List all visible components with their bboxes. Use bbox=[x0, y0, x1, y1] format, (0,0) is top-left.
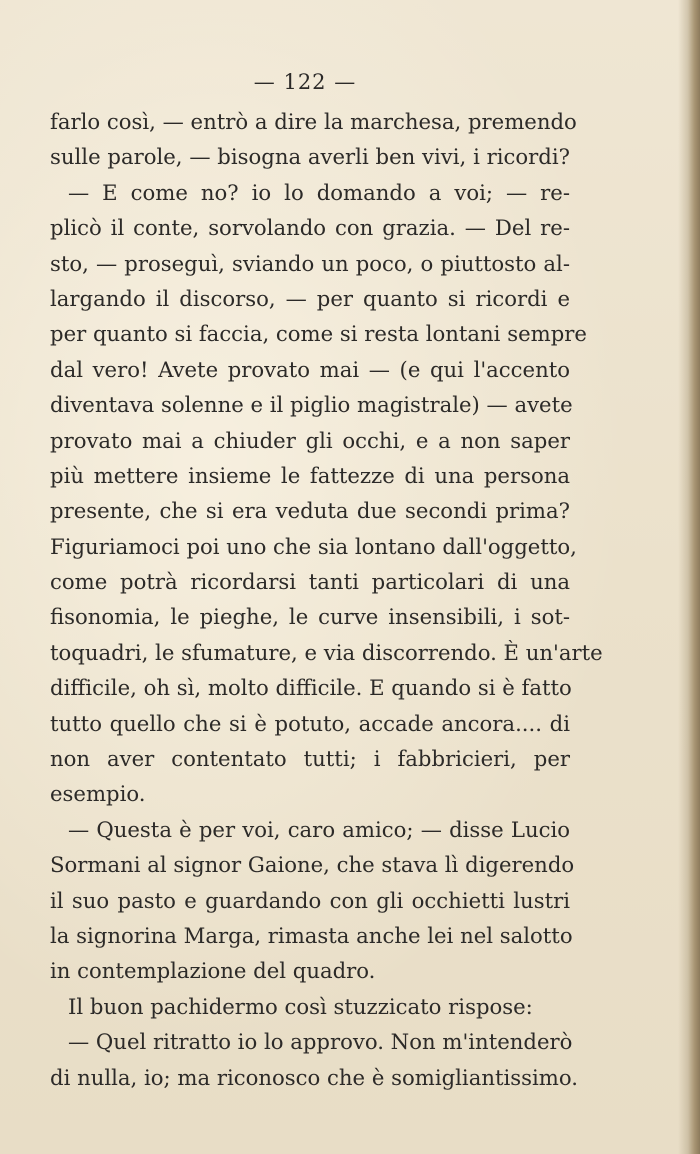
text-line: plicò il conte, sorvolando con grazia. — Del re- bbox=[50, 215, 570, 241]
text-line: diventava solenne e il piglio magistrale) — avete bbox=[50, 392, 573, 418]
text-line: esempio. bbox=[50, 781, 146, 807]
text-line: Il buon pachidermo così stuzzicato rispose: bbox=[68, 993, 533, 1019]
text-line: in contemplazione del quadro. bbox=[50, 958, 376, 984]
page-number: — 122 — bbox=[253, 70, 357, 94]
text-line: per quanto si faccia, come si resta lontani sempre bbox=[50, 321, 587, 347]
text-line: il suo pasto e guardando con gli occhietti lustri bbox=[50, 887, 570, 913]
text-line: provato mai a chiuder gli occhi, e a non saper bbox=[50, 427, 570, 453]
text-line: di nulla, io; ma riconosco che è somigliantissimo. bbox=[50, 1064, 579, 1090]
text-line: Figuriamoci poi uno che sia lontano dall'oggetto, bbox=[50, 533, 577, 559]
text-line: non aver contentato tutti; i fabbricieri, per bbox=[50, 746, 570, 772]
text-line: largando il discorso, — per quanto si ricordi e bbox=[50, 285, 570, 311]
text-line: tutto quello che si è potuto, accade ancora.... di bbox=[50, 710, 570, 736]
text-line: come potrà ricordarsi tanti particolari di una bbox=[50, 569, 570, 595]
page-edge-shadow bbox=[678, 0, 700, 1154]
text-line: dal vero! Avete provato mai — (e qui l'accento bbox=[50, 356, 570, 382]
body-text bbox=[50, 104, 603, 1095]
text-line: toquadri, le sfumature, e via discorrendo. È un'arte bbox=[50, 639, 603, 665]
text-line: Sormani al signor Gaione, che stava lì digerendo bbox=[50, 852, 575, 878]
text-line: presente, che si era veduta due secondi prima? bbox=[50, 498, 570, 524]
text-line: — E come no? io lo domando a voi; — re- bbox=[68, 179, 570, 205]
text-line: — Quel ritratto io lo approvo. Non m'intenderò bbox=[68, 1029, 573, 1055]
text-line: la signorina Marga, rimasta anche lei nel salotto bbox=[50, 922, 573, 948]
text-line: farlo così, — entrò a dire la marchesa, premendo bbox=[50, 109, 577, 134]
text-line: sulle parole, — bisogna averli ben vivi, i ricordi? bbox=[50, 144, 570, 170]
text-line: più mettere insieme le fattezze di una persona bbox=[50, 462, 570, 488]
text-line: difficile, oh sì, molto difficile. E quando si è fatto bbox=[50, 675, 572, 701]
text-line: sto, — proseguì, sviando un poco, o piuttosto al- bbox=[50, 250, 570, 276]
text-line: fisonomia, le pieghe, le curve insensibili, i sot- bbox=[50, 604, 570, 630]
text-line: — Questa è per voi, caro amico; — disse Lucio bbox=[68, 816, 570, 842]
